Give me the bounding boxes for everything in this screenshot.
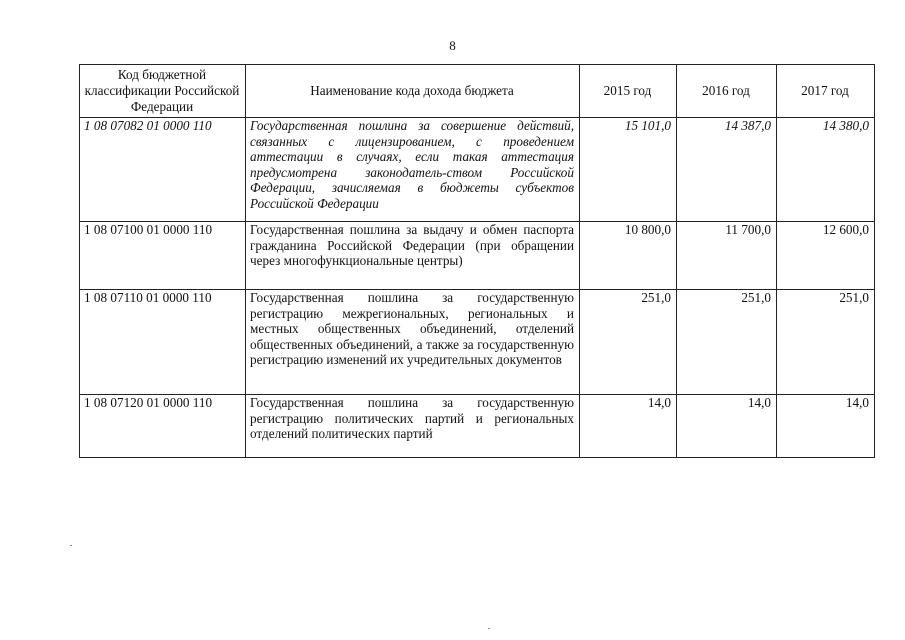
header-2015: 2015 год (580, 65, 677, 118)
table-row (80, 290, 875, 395)
row-code: 1 08 07082 01 0000 110 (80, 118, 246, 222)
page-number: 8 (449, 38, 456, 53)
row-value-2015: 15 101,0 (580, 118, 677, 222)
table-row (80, 118, 875, 222)
table-row (80, 222, 875, 290)
row-value-2017: 14,0 (777, 395, 875, 458)
row-value-2015: 251,0 (580, 290, 677, 395)
row-value-2017: 251,0 (777, 290, 875, 395)
row-value-2016: 251,0 (677, 290, 777, 395)
row-name: Государственная пошлина за выдачу и обмен паспорта гражданина Российской Федерации (при обращении через многофункциональные центры) (246, 222, 580, 290)
row-value-2015: 10 800,0 (580, 222, 677, 290)
row-name: Государственная пошлина за совершение действий, связанных с лицензированием, с проведением аттестации в случаях, если такая аттестация предусмотрена законодатель-ством Российской Федерации, зачисляемая в бюджеты субъектов Российской Федерации (246, 118, 580, 222)
header-name: Наименование кода дохода бюджета (246, 65, 580, 118)
row-name: Государственная пошлина за государственную регистрацию политических партий и региональных отделений политических партий (246, 395, 580, 458)
row-value-2015: 14,0 (580, 395, 677, 458)
scan-speck (70, 545, 72, 546)
row-value-2017: 14 380,0 (777, 118, 875, 222)
table-header-row (80, 65, 875, 118)
row-value-2017: 12 600,0 (777, 222, 875, 290)
row-code: 1 08 07110 01 0000 110 (80, 290, 246, 395)
row-value-2016: 14 387,0 (677, 118, 777, 222)
budget-revenue-table (79, 64, 875, 458)
row-value-2016: 11 700,0 (677, 222, 777, 290)
header-2017: 2017 год (777, 65, 875, 118)
header-2016: 2016 год (677, 65, 777, 118)
header-code: Код бюджетной классификации Российской Федерации (80, 65, 246, 118)
scan-speck (488, 628, 490, 629)
row-code: 1 08 07100 01 0000 110 (80, 222, 246, 290)
row-code: 1 08 07120 01 0000 110 (80, 395, 246, 458)
row-value-2016: 14,0 (677, 395, 777, 458)
row-name: Государственная пошлина за государственную регистрацию межрегиональных, региональных и местных общественных объединений, отделений общественных объединений, а также за государственную регистрацию изменений их учредительных документов (246, 290, 580, 395)
table-row (80, 395, 875, 458)
